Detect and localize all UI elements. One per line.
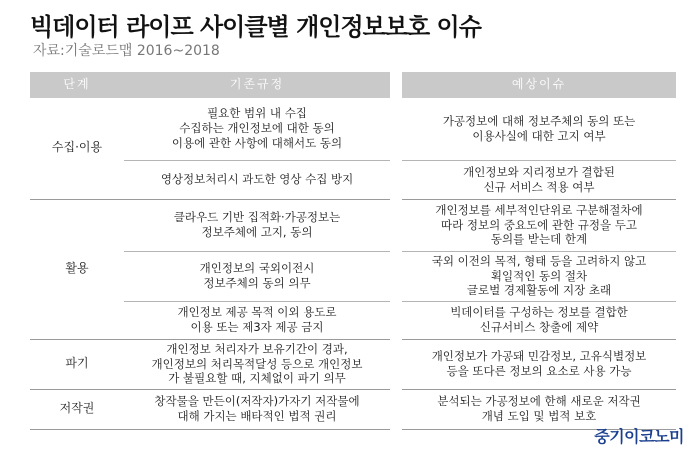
stage-cell: 활용 bbox=[30, 199, 124, 339]
issue-cell: 개인정보를 세부적인단위로 구분해절차에 따라 정보의 중요도에 관한 규정을 두고 동의를 받는데 한계 bbox=[402, 199, 676, 251]
table-row bbox=[30, 301, 676, 339]
rule-cell: 필요한 범위 내 수집 수집하는 개인정보에 대한 동의 이용에 관한 사항에 대해서도 동의 bbox=[124, 98, 390, 160]
table-row bbox=[30, 199, 676, 251]
rule-cell: 개인정보 처리자가 보유기간이 경과, 개인정보의 처리목적달성 등으로 개인정보 가 불필요할 때, 지체없이 파기 의무 bbox=[124, 339, 390, 389]
issue-cell: 개인정보가 가공돼 민감정보, 고유식별정보 등을 또다른 정보의 요소로 사용 가능 bbox=[402, 339, 676, 389]
issue-cell: 빅데이터를 구성하는 정보를 결합한 신규서비스 창출에 제약 bbox=[402, 301, 676, 339]
source-caption: 자료:기술로드맵 2016~2018 bbox=[33, 43, 220, 59]
rule-cell: 창작물을 만든이(저작자)가자기 저작물에 대해 가지는 배타적인 법적 권리 bbox=[124, 389, 390, 429]
issues-table bbox=[30, 72, 676, 430]
table-row bbox=[30, 98, 676, 160]
issue-cell: 국외 이전의 목적, 형태 등을 고려하지 않고 획일적인 동의 절차 글로벌 경제활동에 지장 초래 bbox=[402, 251, 676, 301]
column-header-expected-issues: 예상이슈 bbox=[402, 72, 676, 98]
stage-cell: 파기 bbox=[30, 339, 124, 389]
issue-cell: 분석되는 가공정보에 한해 새로운 저작권 개념 도입 및 법적 보호 bbox=[402, 389, 676, 429]
rule-cell: 클라우드 기반 집적화·가공정보는 정보주체에 고지, 동의 bbox=[124, 199, 390, 251]
issue-cell: 개인정보와 지리정보가 결합된 신규 서비스 적용 여부 bbox=[402, 160, 676, 199]
table-header-row bbox=[30, 72, 676, 98]
page-title: 빅데이터 라이프 사이클별 개인정보보호 이슈 bbox=[30, 13, 481, 41]
table-row bbox=[30, 339, 676, 389]
column-header-stage: 단계 bbox=[30, 72, 124, 98]
table-row bbox=[30, 251, 676, 301]
issue-cell: 가공정보에 대해 정보주체의 동의 또는 이용사실에 대한 고지 여부 bbox=[402, 98, 676, 160]
publisher-logo: 중기이코노미 bbox=[594, 427, 684, 446]
rule-cell: 개인정보의 국외이전시 정보주체의 동의 의무 bbox=[124, 251, 390, 301]
stage-cell: 수집·이용 bbox=[30, 98, 124, 199]
rule-cell: 영상정보처리시 과도한 영상 수집 방지 bbox=[124, 160, 390, 199]
column-gap bbox=[390, 72, 402, 98]
stage-cell: 저작권 bbox=[30, 389, 124, 429]
column-header-existing-rules: 기존규정 bbox=[124, 72, 390, 98]
rule-cell: 개인정보 제공 목적 이외 용도로 이용 또는 제3자 제공 금지 bbox=[124, 301, 390, 339]
table-row bbox=[30, 160, 676, 199]
table-row bbox=[30, 389, 676, 429]
